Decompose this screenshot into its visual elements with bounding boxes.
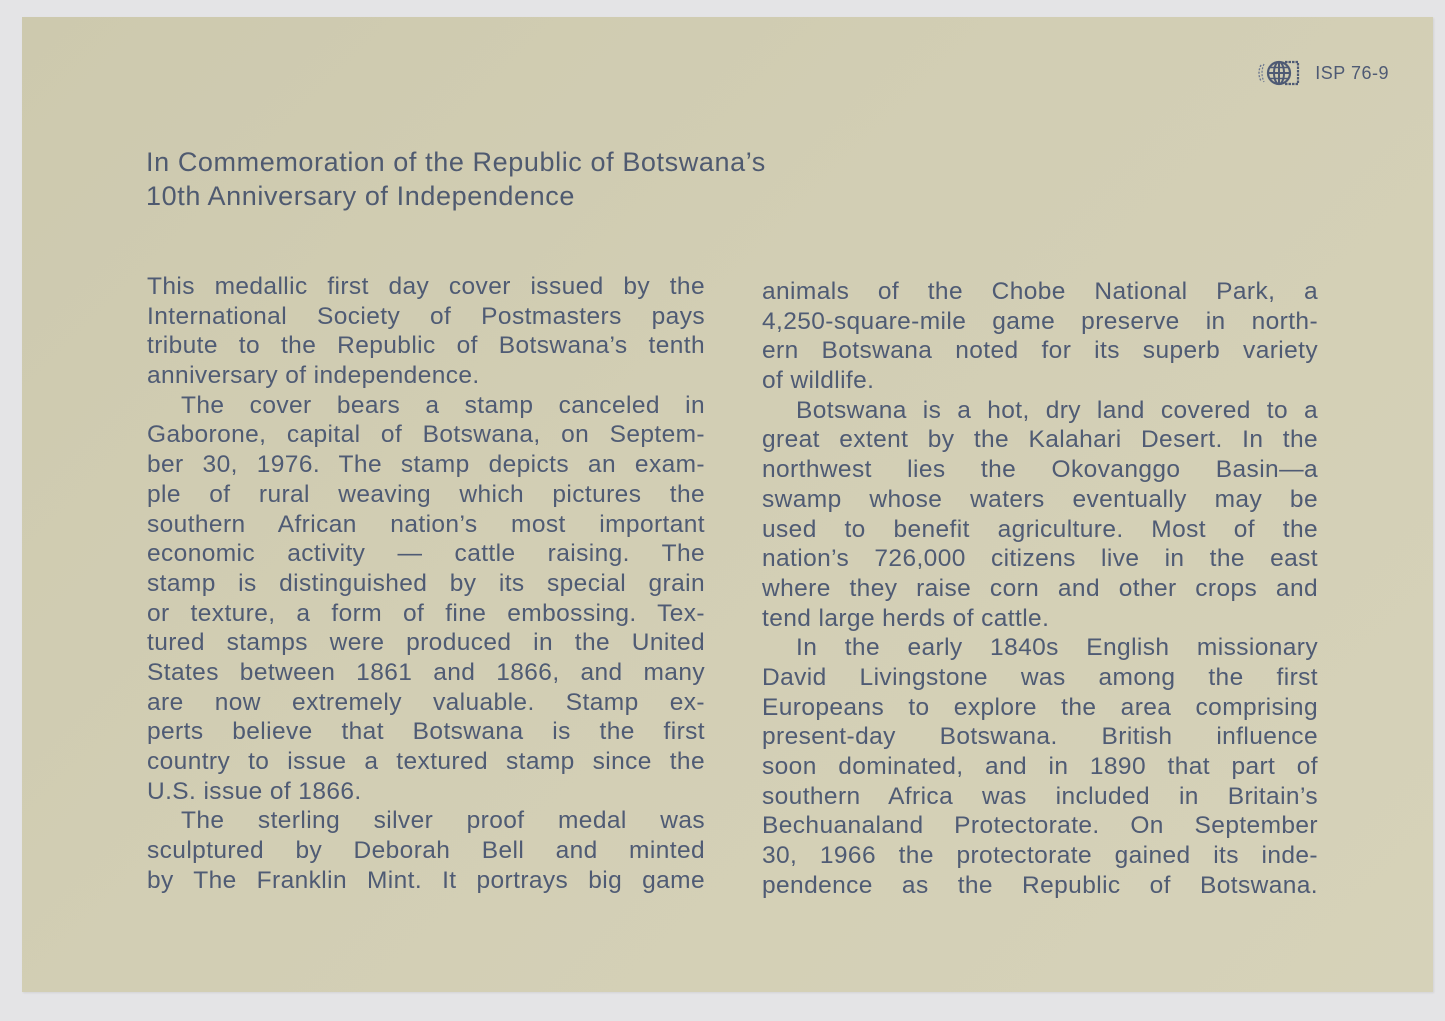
text-line: or texture, a form of fine embossing. Tex- — [147, 599, 705, 627]
text-line: In the early 1840s English missionary — [796, 634, 1318, 662]
text-line: The sterling silver proof medal was — [181, 807, 705, 835]
page-title — [146, 145, 766, 213]
text-line: States between 1861 and 1866, and many — [147, 658, 705, 686]
text-line: International Society of Postmasters pays — [147, 302, 705, 330]
text-line: 4,250-square-mile game preserve in north- — [762, 307, 1318, 335]
text-line: where they raise corn and other crops and — [762, 574, 1318, 602]
text-line: present-day Botswana. British influence — [762, 723, 1318, 751]
issue-code-text: ISP 76-9 — [1315, 62, 1389, 83]
text-line: ern Botswana noted for its superb variety — [762, 337, 1318, 365]
text-line: 30, 1966 the protectorate gained its inde- — [762, 842, 1318, 870]
text-line: great extent by the Kalahari Desert. In the — [762, 426, 1318, 454]
text-line: ber 30, 1976. The stamp depicts an exam- — [147, 451, 705, 479]
title-line-1: In Commemoration of the Republic of Botswana’s — [146, 147, 766, 177]
text-line: sculptured by Deborah Bell and minted — [147, 837, 705, 865]
left-text-column — [147, 272, 705, 895]
text-line: economic activity — cattle raising. The — [147, 540, 705, 568]
text-line: tured stamps were produced in the United — [147, 629, 705, 657]
text-line: ple of rural weaving which pictures the — [147, 480, 705, 508]
text-line: stamp is distinguished by its special grain — [147, 569, 705, 597]
text-line: by The Franklin Mint. It portrays big game — [147, 866, 705, 894]
text-line: swamp whose waters eventually may be — [762, 485, 1318, 513]
issue-code — [1255, 59, 1389, 87]
text-line: of wildlife. — [762, 367, 875, 395]
title-line-2: 10th Anniversary of Independence — [146, 181, 575, 211]
text-line: tend large herds of cattle. — [762, 604, 1050, 632]
text-line: This medallic first day cover issued by the — [147, 273, 705, 300]
text-line: southern African nation’s most important — [147, 510, 705, 538]
document-card — [22, 17, 1433, 992]
text-line: animals of the Chobe National Park, a — [762, 278, 1318, 305]
right-text-column — [762, 277, 1318, 900]
text-line: northwest lies the Okovanggo Basin—a — [762, 456, 1318, 484]
text-line: anniversary of independence. — [147, 362, 480, 390]
text-line: are now extremely valuable. Stamp ex- — [147, 688, 705, 716]
text-line: tribute to the Republic of Botswana’s tenth — [147, 332, 705, 360]
text-line: Gaborone, capital of Botswana, on Septem- — [147, 421, 705, 449]
text-line: country to issue a textured stamp since the — [147, 748, 705, 775]
text-line: nation’s 726,000 citizens live in the east — [762, 545, 1318, 573]
text-line: Europeans to explore the area comprising — [762, 693, 1318, 721]
text-line: Bechuanaland Protectorate. On September — [762, 812, 1318, 840]
text-line: The cover bears a stamp canceled in — [181, 391, 705, 419]
globe-stamp-icon — [1255, 59, 1303, 87]
text-line: southern Africa was included in Britain’s — [762, 782, 1318, 810]
text-line: David Livingstone was among the first — [762, 663, 1318, 691]
text-line: used to benefit agriculture. Most of the — [762, 515, 1318, 543]
text-line: U.S. issue of 1866. — [147, 777, 362, 805]
text-line: Botswana is a hot, dry land covered to a — [796, 396, 1318, 424]
text-line: soon dominated, and in 1890 that part of — [762, 753, 1318, 780]
text-line: pendence as the Republic of Botswana. — [762, 871, 1318, 899]
text-line: perts believe that Botswana is the first — [147, 718, 705, 746]
